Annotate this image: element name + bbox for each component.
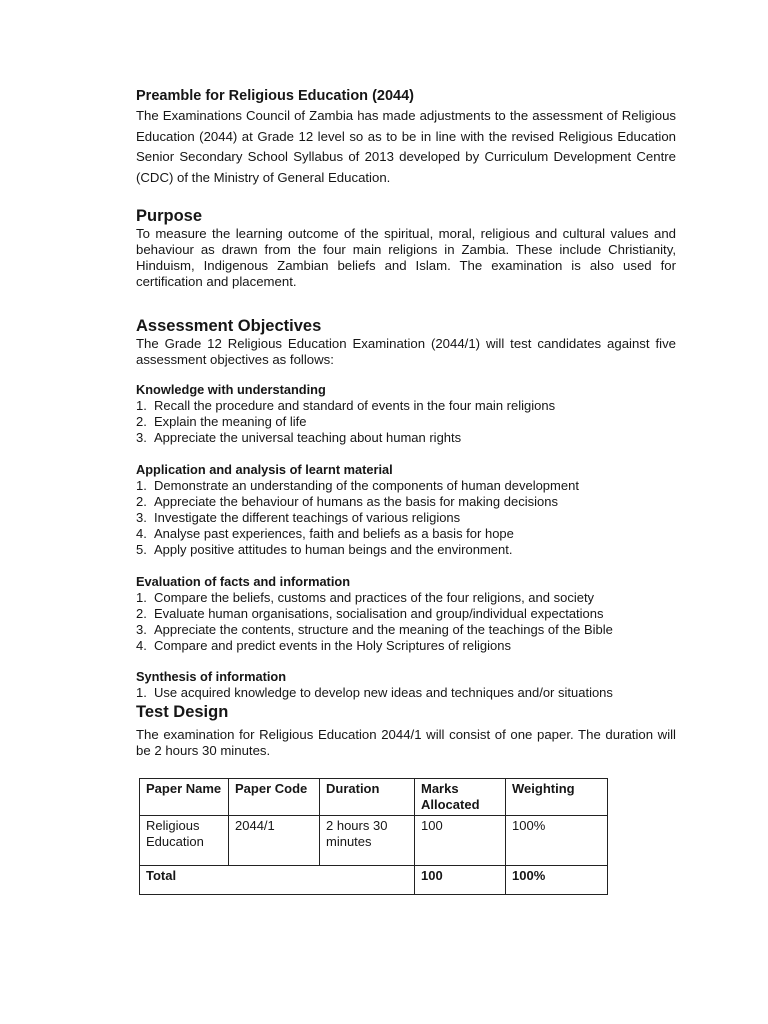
- list-item: [136, 398, 676, 414]
- list-item: [136, 526, 676, 542]
- table-cell: 100: [415, 815, 506, 865]
- list-item: [136, 478, 676, 494]
- list-item-text: Investigate the different teachings of various religions: [154, 510, 461, 526]
- list-item-text: Apply positive attitudes to human beings and the environment.: [154, 542, 513, 558]
- table-cell: 2 hours 30 minutes: [320, 815, 415, 865]
- list-item-text: Demonstrate an understanding of the components of human development: [154, 477, 579, 493]
- list-item-number: 3.: [136, 510, 147, 526]
- table-header-cell: Paper Name: [140, 778, 229, 815]
- list-item: [136, 622, 676, 638]
- list-item-number: 1.: [136, 398, 147, 413]
- table-header-row: [140, 778, 608, 815]
- list-item-number: 2.: [136, 414, 147, 430]
- list-item-number: 1.: [136, 685, 147, 701]
- list-item: [136, 590, 676, 606]
- list-item-number: 4.: [136, 638, 147, 654]
- table-cell: 2044/1: [229, 815, 320, 865]
- table-header-cell: Marks Allocated: [415, 778, 506, 815]
- table-header-cell: Duration: [320, 778, 415, 815]
- knowledge-list: [136, 398, 676, 447]
- list-item-text: Appreciate the behaviour of humans as the basis for making decisions: [154, 493, 558, 509]
- list-item: [136, 494, 676, 510]
- list-item-number: 4.: [136, 526, 147, 542]
- test-design-heading: Test Design: [136, 702, 229, 721]
- list-item-text: Explain the meaning of life: [154, 414, 307, 430]
- preamble-text: The Examinations Council of Zambia has made adjustments to the assessment of Religious Education (2044) at Grade 12 level so as to be in line with the revised Religious Education Senior Secondary School Syllabus of 2013 developed by Curriculum Development Centre (CDC) of the Ministry of General Education.: [136, 108, 676, 185]
- table-total-weighting: 100%: [506, 865, 608, 894]
- table-total-label: Total: [140, 865, 415, 894]
- list-item-number: 1.: [136, 589, 147, 605]
- section-title-knowledge: Knowledge with understanding: [136, 382, 326, 397]
- application-list: [136, 478, 676, 559]
- objectives-intro: The Grade 12 Religious Education Examination (2044/1) will test candidates against five assessment objectives as follows:: [136, 336, 676, 367]
- list-item-number: 2.: [136, 493, 147, 509]
- table-total-marks: 100: [415, 865, 506, 894]
- list-item: [136, 414, 676, 430]
- list-item-text: Appreciate the universal teaching about human rights: [154, 430, 462, 446]
- list-item-text: Compare and predict events in the Holy Scriptures of religions: [154, 638, 511, 654]
- purpose-text: To measure the learning outcome of the spiritual, moral, religious and cultural values and behaviour as drawn from the four main religions in Zambia. These include Christianity, Hinduism, Indigenous Zambian beliefs and Islam. The examination is also used for certification and placement.: [136, 226, 676, 289]
- list-item: [136, 510, 676, 526]
- test-design-text: The examination for Religious Education 2044/1 will consist of one paper. The duration will be 2 hours 30 minutes.: [136, 726, 676, 759]
- test-design-table: [139, 778, 608, 895]
- list-item-number: 3.: [136, 430, 147, 446]
- section-title-application: Application and analysis of learnt material: [136, 461, 393, 477]
- list-item-text: Evaluate human organisations, socialisation and group/individual expectations: [154, 605, 604, 621]
- list-item-text: Compare the beliefs, customs and practices of the four religions, and society: [154, 589, 595, 605]
- table-header-cell: Paper Code: [229, 778, 320, 815]
- list-item: [136, 542, 676, 558]
- table-header-cell: Weighting: [506, 778, 608, 815]
- preamble-title: Preamble for Religious Education (2044): [136, 88, 414, 104]
- list-item-text: Use acquired knowledge to develop new ideas and techniques and/or situations: [154, 685, 613, 701]
- list-item: [136, 638, 676, 654]
- list-item: [136, 430, 676, 446]
- list-item-text: Analyse past experiences, faith and beliefs as a basis for hope: [154, 526, 514, 542]
- synthesis-list: [136, 685, 676, 701]
- list-item: [136, 606, 676, 622]
- table-cell: 100%: [506, 815, 608, 865]
- list-item-number: 2.: [136, 605, 147, 621]
- list-item-number: 3.: [136, 622, 147, 638]
- list-item-text: Appreciate the contents, structure and the meaning of the teachings of the Bible: [154, 622, 613, 638]
- list-item: [136, 685, 676, 701]
- objectives-heading: Assessment Objectives: [136, 317, 322, 335]
- document-page: [136, 80, 676, 895]
- purpose-heading: Purpose: [136, 207, 203, 225]
- table-row: [140, 815, 608, 865]
- section-title-evaluation: Evaluation of facts and information: [136, 573, 351, 589]
- section-title-synthesis: Synthesis of information: [136, 669, 287, 685]
- table-total-row: [140, 865, 608, 894]
- table-cell: Religious Education: [140, 815, 229, 865]
- list-item-number: 5.: [136, 542, 147, 558]
- list-item-text: Recall the procedure and standard of events in the four main religions: [154, 398, 556, 413]
- evaluation-list: [136, 590, 676, 655]
- list-item-number: 1.: [136, 477, 147, 493]
